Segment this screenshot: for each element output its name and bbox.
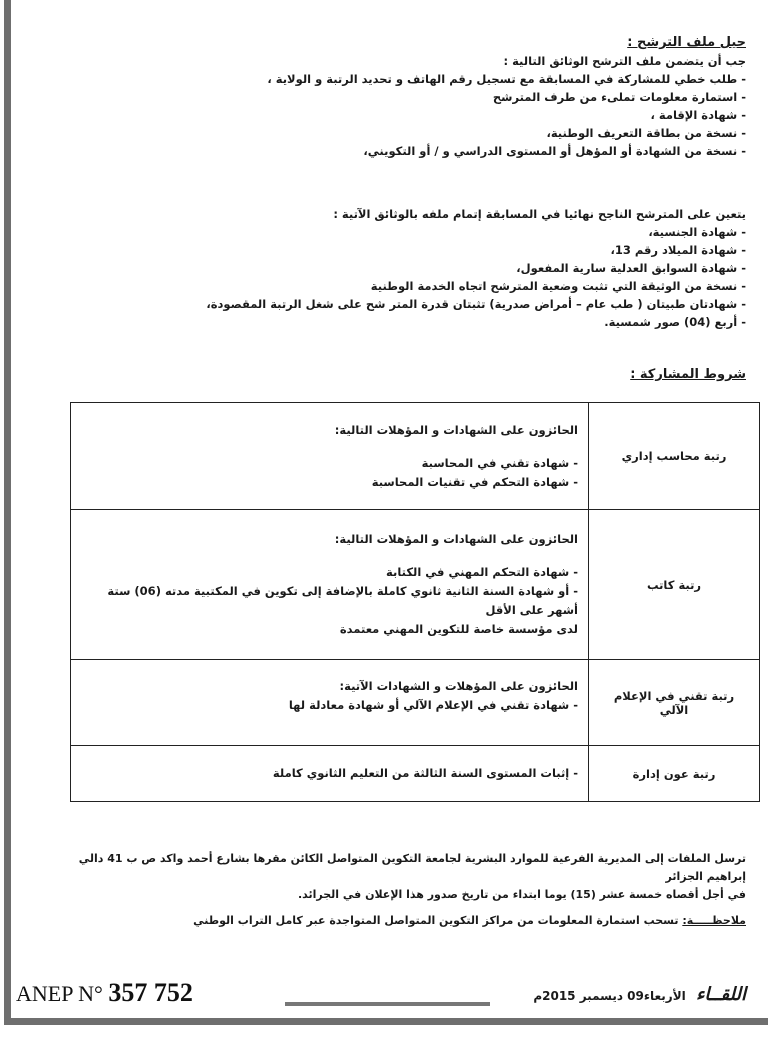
page-bottom-rule — [4, 1018, 768, 1025]
dossier-title: حيل ملف الترشح : — [627, 35, 746, 50]
requirement-line: - شهادة تقني في المحاسبة — [421, 455, 578, 470]
final-list — [56, 223, 746, 331]
requirements-intro: الحائزون على المؤهلات و الشهادات الآتية: — [339, 678, 578, 693]
list-item: - استمارة معلومات تملىء من طرف المترشح — [56, 88, 746, 106]
requirements-cell — [71, 660, 589, 746]
requirement-line: - شهادة التحكم في تقنيات المحاسبة — [371, 474, 578, 489]
list-item: - شهادة السوابق العدلية سارية المفعول، — [56, 259, 746, 277]
list-item: - شهادتان طبيتان ( طب عام – أمراض صدرية) تثبتان قدرة المتر شح على شغل الرتبة المقصودة، — [56, 295, 746, 313]
table-row — [71, 510, 760, 660]
note-text: تسحب استمارة المعلومات من مراكز التكوين المتواصل المتواجدة عبر كامل التراب الوطني — [193, 914, 679, 927]
requirement-line: - شهادة تقني في الإعلام الآلي أو شهادة معادلة لها — [288, 697, 578, 712]
dossier-intro: جب أن يتضمن ملف الترشح الوثائق التالية : — [503, 54, 746, 68]
anep-number: 357 752 — [108, 978, 193, 1007]
requirements-cell — [71, 403, 589, 510]
rank-cell: رتبة كاتب — [589, 510, 760, 660]
table-row — [71, 660, 760, 746]
list-item: - نسخة من الشهادة أو المؤهل أو المستوى الدراسي و / أو التكويني، — [56, 142, 746, 160]
dossier-list — [56, 70, 746, 160]
requirements-cell — [71, 510, 589, 660]
requirement-line: - شهادة التحكم المهني في الكتابة — [386, 565, 578, 579]
footer-rule — [285, 1002, 490, 1006]
rank-cell: رتبة محاسب إداري — [589, 403, 760, 510]
table-row — [71, 403, 760, 510]
conditions-title: شروط المشاركة : — [630, 367, 746, 382]
rank-cell: رتبة تقني في الإعلام الآلي — [589, 660, 760, 746]
anep-prefix: ANEP N° — [16, 981, 103, 1006]
newspaper-dateline — [533, 984, 746, 1005]
anep-reference — [16, 978, 193, 1008]
final-intro: يتعين على المترشح الناجح نهائيا في المسابقة إتمام ملفه بالوثائق الآتية : — [333, 207, 746, 221]
final-documents-section — [56, 205, 746, 331]
note-label: ملاحظـــــة: — [682, 914, 746, 927]
note-paragraph — [56, 912, 746, 930]
requirement-line: لدى مؤسسة خاصة للتكوين المهني معتمدة — [339, 622, 578, 636]
list-item: - أربع (04) صور شمسية. — [56, 313, 746, 331]
list-item: - شهادة الإقامة ، — [56, 106, 746, 124]
table-row — [71, 746, 760, 802]
submission-line: في أجل أقصاه خمسة عشر (15) يوما ابتداء من تاريخ صدور هذا الإعلان في الجرائد. — [297, 888, 746, 901]
requirements-intro: الحائزون على الشهادات و المؤهلات التالية: — [334, 532, 578, 546]
submission-paragraph — [56, 850, 746, 904]
list-item: - شهادة الجنسية، — [56, 223, 746, 241]
publication-date: الأربعاء09 ديسمبر 2015م — [533, 989, 686, 1003]
rank-cell: رتبة عون إدارة — [589, 746, 760, 802]
requirements-cell — [71, 746, 589, 802]
list-item: - طلب خطي للمشاركة في المسابقة مع تسجيل رقم الهاتف و تحديد الرتبة و الولاية ، — [56, 70, 746, 88]
submission-line: ترسل الملفات إلى المديرية الفرعية للموارد البشرية لجامعة التكوين المتواصل الكائن مقرها بشارع أحمد واكد ص ب 41 دالي إبراهيم الجزائر — [78, 852, 746, 883]
newspaper-logo: اللقــاء — [695, 984, 746, 1005]
list-item: - نسخة من الوثيقة التي تثبت وضعية المترشح اتجاه الخدمة الوطنية — [56, 277, 746, 295]
requirement-line: - إثبات المستوى السنة الثالثة من التعليم الثانوي كاملة — [272, 766, 578, 780]
dossier-section — [56, 34, 746, 160]
page-left-rule — [4, 0, 11, 1020]
requirement-line: - أو شهادة السنة الثانية ثانوي كاملة بالإضافة إلى تكوين في المكتبية مدته (06) ستة أشهر على الأقل — [107, 584, 578, 617]
requirements-intro: الحائزون على الشهادات و المؤهلات التالية: — [334, 422, 578, 437]
list-item: - نسخة من بطاقة التعريف الوطنية، — [56, 124, 746, 142]
conditions-table — [70, 402, 760, 802]
list-item: - شهادة الميلاد رقم 13، — [56, 241, 746, 259]
